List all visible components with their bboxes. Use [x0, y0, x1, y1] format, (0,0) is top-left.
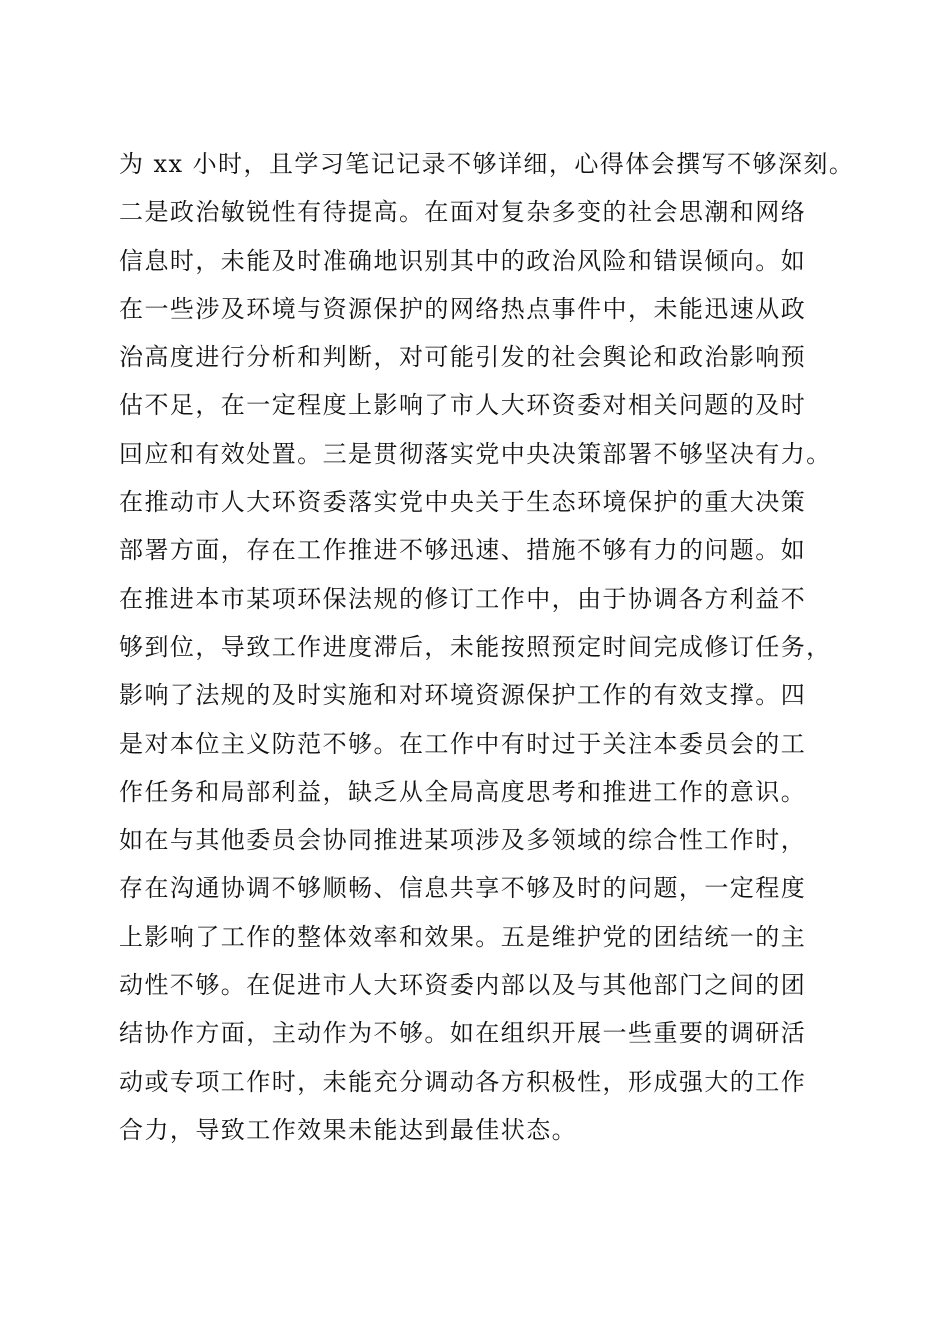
- text-line-20: 动或专项工作时，未能充分调动各方积极性，形成强大的工作: [119, 1067, 807, 1096]
- text-line-18: 动性不够。在促进市人大环资委内部以及与其他部门之间的团: [119, 971, 807, 1000]
- text-line-11: 够到位，导致工作进度滞后，未能按照预定时间完成修订任务，: [119, 632, 832, 661]
- text-line-5: 治高度进行分析和判断，对可能引发的社会舆论和政治影响预: [119, 343, 807, 372]
- text-line-7: 回应和有效处置。三是贯彻落实党中央决策部署不够坚决有力。: [119, 439, 832, 468]
- text-line-19: 结协作方面，主动作为不够。如在组织开展一些重要的调研活: [119, 1019, 807, 1048]
- text-line-15: 如在与其他委员会协同推进某项涉及多领域的综合性工作时，: [119, 826, 807, 855]
- text-line-10: 在推进本市某项环保法规的修订工作中，由于协调各方利益不: [119, 584, 807, 613]
- text-line-16: 存在沟通协调不够顺畅、信息共享不够及时的问题，一定程度: [119, 874, 807, 903]
- text-line-9: 部署方面，存在工作推进不够迅速、措施不够有力的问题。如: [119, 536, 807, 565]
- text-line-8: 在推动市人大环资委落实党中央关于生态环境保护的重大决策: [119, 488, 807, 517]
- text-line-1: 为 xx 小时，且学习笔记记录不够详细，心得体会撰写不够深刻。: [119, 150, 855, 178]
- text-line-14: 作任务和局部利益，缺乏从全局高度思考和推进工作的意识。: [119, 777, 807, 806]
- text-line-17: 上影响了工作的整体效率和效果。五是维护党的团结统一的主: [119, 922, 807, 951]
- text-line-13: 是对本位主义防范不够。在工作中有时过于关注本委员会的工: [119, 729, 807, 758]
- text-line-12: 影响了法规的及时实施和对环境资源保护工作的有效支撑。四: [119, 681, 807, 710]
- text-line-2: 二是政治敏锐性有待提高。在面对复杂多变的社会思潮和网络: [119, 198, 807, 227]
- text-line-21: 合力，导致工作效果未能达到最佳状态。: [119, 1115, 578, 1144]
- text-line-3: 信息时，未能及时准确地识别其中的政治风险和错误倾向。如: [119, 246, 807, 275]
- text-line-4: 在一些涉及环境与资源保护的网络热点事件中，未能迅速从政: [119, 294, 807, 323]
- body-paragraph: [119, 140, 855, 1154]
- text-line-6: 估不足，在一定程度上影响了市人大环资委对相关问题的及时: [119, 391, 807, 420]
